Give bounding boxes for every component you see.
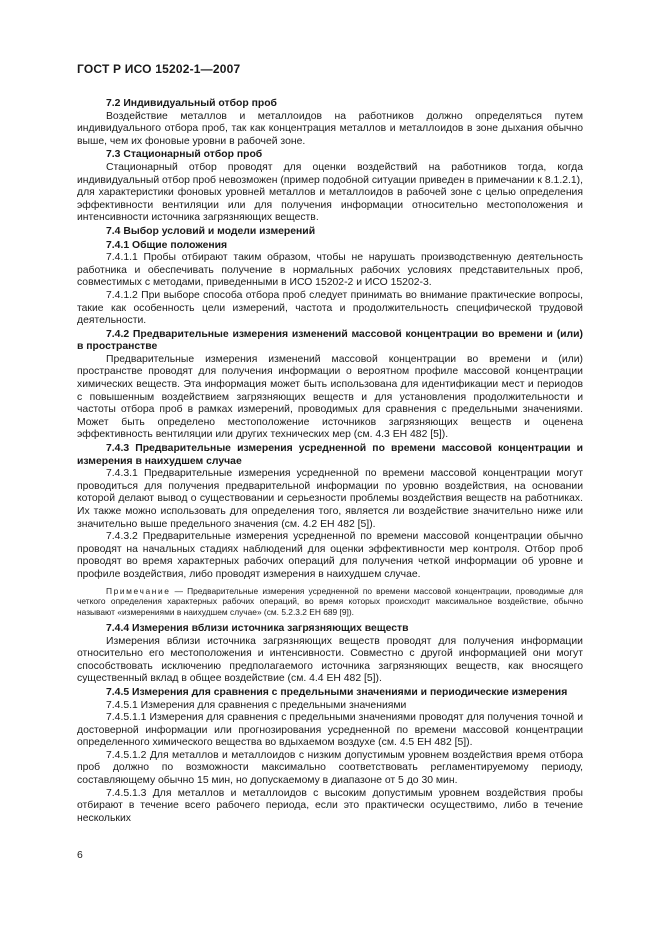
section-7-2-heading: 7.2 Индивидуальный отбор проб	[106, 98, 277, 109]
paragraph-7-4-3-1: 7.4.3.1 Предварительные измерения усредненной по времени массовой концентрации могут проводиться для получения предварительной информации по уровню воздействия, на основании которой делают вывод о существовании и серьезности проблемы воздействия веществ на работниках. Их также можно использовать для определения того, является ли воздействие значительно ниже или значительно выше предельного значения (см. 4.2 ЕН 482 [5]).	[77, 468, 583, 530]
section-7-4-1-heading: 7.4.1 Общие положения	[106, 239, 228, 251]
document-header: ГОСТ Р ИСО 15202-1—2007	[77, 62, 241, 76]
paragraph-7-4-1-1: 7.4.1.1 Пробы отбирают таким образом, чтобы не нарушать производственную деятельность работника и обеспечивать получение в нормальных рабочих условиях представительных проб, совместимых с методами, приведенными в ИСО 15202-2 и ИСО 15202-3.	[77, 252, 583, 289]
paragraph-7-4-5-1-1: 7.4.5.1.1 Измерения для сравнения с предельными значениями проводят для получения точной и достоверной информации или прогнозирования усредненной по времени массовой концентрации определенного химического вещества во вдыхаемом воздухе (см. 4.5 ЕН 482 [5]).	[77, 712, 583, 749]
note-text: — Предварительные измерения усредненной по времени массовой концентрации, проводимые для четкого определения характерных рабочих операций, во время которых происходит максимальное воздействие, обычно называют «измерениями в наихудшем случае» (см. 5.2.3.2 ЕН 689 [9]).	[77, 585, 584, 618]
paragraph-7-4-2: Предварительные измерения изменений массовой концентрации во времени и (или) пространстве проводят для получения информации о вероятном профиле массовой концентрации химических веществ. Эта информация может быть использована для идентификации мест и периодов с повышенным воздействием загрязняющих веществ и для установления продолжительности и частоты отбора проб в рамках измерений, проводимых для сравнения с предельными значениями. Может быть определено местоположение источников загрязняющих веществ и оценена эффективность вентиляции или других технических мер (см. 4.3 ЕН 482 [5]).	[77, 353, 583, 441]
paragraph-7-4-4: Измерения вблизи источника загрязняющих веществ проводят для получения информации относительно его местоположения и интенсивности. Совместно с другой информацией они могут способствовать исключению предполагаемого источника загрязняющих веществ, как вносящего существенный вклад в общее воздействие (см. 4.4 ЕН 482 [5]).	[77, 635, 583, 685]
section-7-4-3-heading: 7.4.3 Предварительные измерения усредненной по времени массовой концентрации и измерения в наихудшем случае	[77, 443, 583, 467]
section-7-2-paragraph: Воздействие металлов и металлоидов на работников должно определяться путем индивидуального отбора проб, так как концентрация металлов и металлоидов в зоне дыхания обычно выше, чем их фоновые уровни в рабочей зоне.	[77, 110, 583, 147]
section-7-4-5-1-heading: 7.4.5.1 Измерения для сравнения с предельными значениями	[106, 699, 407, 711]
section-7-3-heading: 7.3 Стационарный отбор проб	[106, 149, 263, 161]
paragraph-7-4-3-2: 7.4.3.2 Предварительные измерения усредненной по времени массовой концентрации обычно проводят на начальных стадиях наблюдений для оценки эффективности мер контроля. Отбор проб проводят во время характерных рабочих операций для получения четкой информации об уровне и профиле воздействия, либо проводят измерения в наихудшем случае.	[77, 531, 583, 580]
section-7-3-paragraph: Стационарный отбор проводят для оценки воздействий на работников тогда, когда индивидуальный отбор проб невозможен (пример подобной ситуации приведен в примечании к 8.1.2.1), для характеристики фоновых уровней металлов и металлоидов в рабочей зоне с целью определения эффективности вентиляции или для получения информации относительно местоположения и интенсивности источника загрязняющих веществ.	[77, 161, 583, 224]
document-body	[77, 97, 583, 825]
section-7-4-4-heading: 7.4.4 Измерения вблизи источника загрязняющих веществ	[106, 622, 409, 634]
section-7-4-heading: 7.4 Выбор условий и модели измерений	[106, 225, 316, 237]
page-number: 6	[77, 850, 83, 861]
note	[77, 586, 583, 618]
section-7-4-5-heading: 7.4.5 Измерения для сравнения с предельными значениями и периодические измерения	[106, 686, 568, 698]
note-label: Примечание	[106, 585, 171, 596]
paragraph-7-4-5-1-3: 7.4.5.1.3 Для металлов и металлоидов с высоким допустимым уровнем воздействия пробы отбирают в течение всего рабочего периода, если это практически осуществимо, либо в течение нескольких	[77, 787, 583, 824]
section-7-4-2-heading: 7.4.2 Предварительные измерения изменений массовой концентрации во времени и (или) в пространстве	[77, 328, 583, 353]
paragraph-7-4-5-1-2: 7.4.5.1.2 Для металлов и металлоидов с низким допустимым уровнем воздействия время отбора проб должно по возможности максимально соответствовать регламентируемому периоду, составляющему обычно 15 мин, но допускаемому в диапазоне от 5 до 30 мин.	[77, 749, 583, 787]
paragraph-7-4-1-2: 7.4.1.2 При выборе способа отбора проб следует принимать во внимание практические вопросы, такие как особенность цели измерений, частота и продолжительность специфической трудовой деятельности.	[77, 289, 583, 327]
